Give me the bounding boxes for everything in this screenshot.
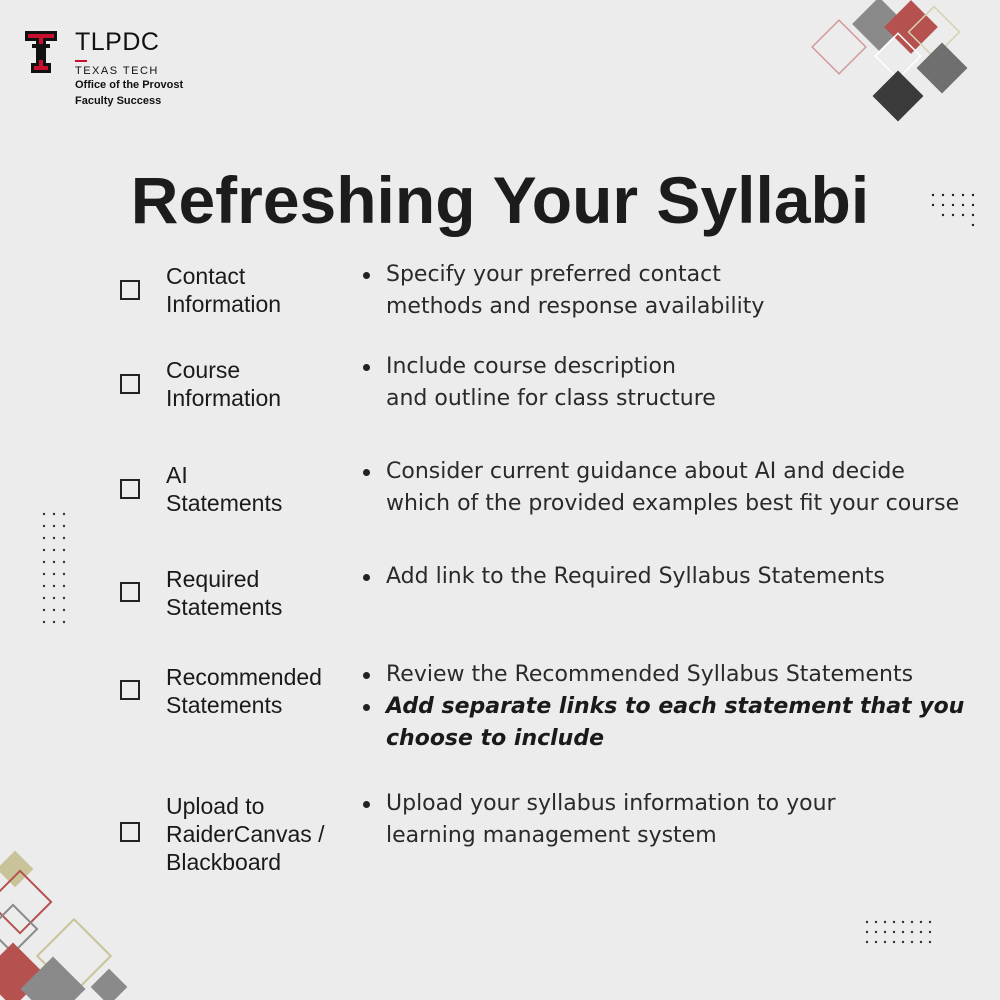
bullet-line: Consider current guidance about AI and decide bbox=[386, 459, 905, 484]
bullet-line: learning management system bbox=[386, 823, 717, 848]
bullet-line: Upload your syllabus information to your bbox=[386, 791, 836, 816]
item-label-line: Statements bbox=[166, 692, 283, 718]
bullet bbox=[362, 456, 982, 520]
brand-rule bbox=[75, 60, 87, 62]
checkbox[interactable] bbox=[120, 479, 140, 499]
dot-grid-left bbox=[40, 510, 70, 625]
checkbox[interactable] bbox=[120, 280, 140, 300]
checkbox[interactable] bbox=[120, 582, 140, 602]
bullet-line: choose to include bbox=[386, 726, 605, 751]
bullet-line: Add separate links to each statement that you bbox=[386, 694, 965, 719]
checkbox[interactable] bbox=[120, 374, 140, 394]
bullet bbox=[362, 659, 982, 691]
item-label-line: Recommended bbox=[166, 664, 322, 690]
item-label bbox=[166, 792, 356, 876]
item-label-line: RaiderCanvas / bbox=[166, 821, 325, 847]
item-bullets bbox=[362, 788, 982, 852]
item-label-line: Blackboard bbox=[166, 849, 282, 875]
brand-name: TLPDC bbox=[75, 28, 160, 56]
texas-tech-double-t-logo bbox=[24, 30, 58, 74]
bullet-line: methods and response availability bbox=[386, 294, 765, 319]
item-bullets bbox=[362, 659, 982, 755]
item-label-line: Course bbox=[166, 357, 241, 383]
item-label bbox=[166, 356, 356, 412]
item-label-line: Upload to bbox=[166, 793, 265, 819]
office-name: Office of the Provost bbox=[75, 79, 184, 91]
item-label-line: Information bbox=[166, 291, 282, 317]
item-bullets bbox=[362, 456, 982, 520]
bullet-line: Review the Recommended Syllabus Statements bbox=[386, 662, 914, 687]
item-bullets bbox=[362, 561, 982, 593]
bullet-line: and outline for class structure bbox=[386, 386, 716, 411]
bullet-line: which of the provided examples best fit your course bbox=[386, 491, 960, 516]
diamond-decoration-top-right bbox=[800, 0, 1000, 140]
institution-name: TEXAS TECH bbox=[75, 65, 159, 77]
bullet bbox=[362, 259, 982, 323]
item-label-line: Statements bbox=[166, 490, 283, 516]
bullet-emphasis bbox=[362, 691, 982, 755]
diamond-decoration-bottom-left bbox=[0, 840, 140, 1000]
item-label bbox=[166, 663, 356, 719]
bullet-line: Add link to the Required Syllabus Statements bbox=[386, 564, 885, 589]
bullet bbox=[362, 561, 982, 593]
page-title: Refreshing Your Syllabi bbox=[130, 163, 870, 237]
dot-grid-bottom-right bbox=[864, 918, 936, 950]
bullet bbox=[362, 788, 982, 852]
item-label-line: Contact bbox=[166, 263, 246, 289]
checkbox[interactable] bbox=[120, 822, 140, 842]
unit-name: Faculty Success bbox=[75, 95, 162, 107]
item-label bbox=[166, 262, 356, 318]
item-label-line: Statements bbox=[166, 594, 283, 620]
item-bullets bbox=[362, 259, 982, 323]
item-label bbox=[166, 461, 356, 517]
item-label-line: Required bbox=[166, 566, 260, 592]
bullet-line: Specify your preferred contact bbox=[386, 262, 721, 287]
item-label-line: AI bbox=[166, 462, 188, 488]
item-label-line: Information bbox=[166, 385, 282, 411]
item-bullets bbox=[362, 351, 982, 415]
item-label bbox=[166, 565, 356, 621]
brand-block bbox=[75, 28, 183, 108]
bullet bbox=[362, 351, 982, 415]
bullet-line: Include course description bbox=[386, 354, 676, 379]
checkbox[interactable] bbox=[120, 680, 140, 700]
